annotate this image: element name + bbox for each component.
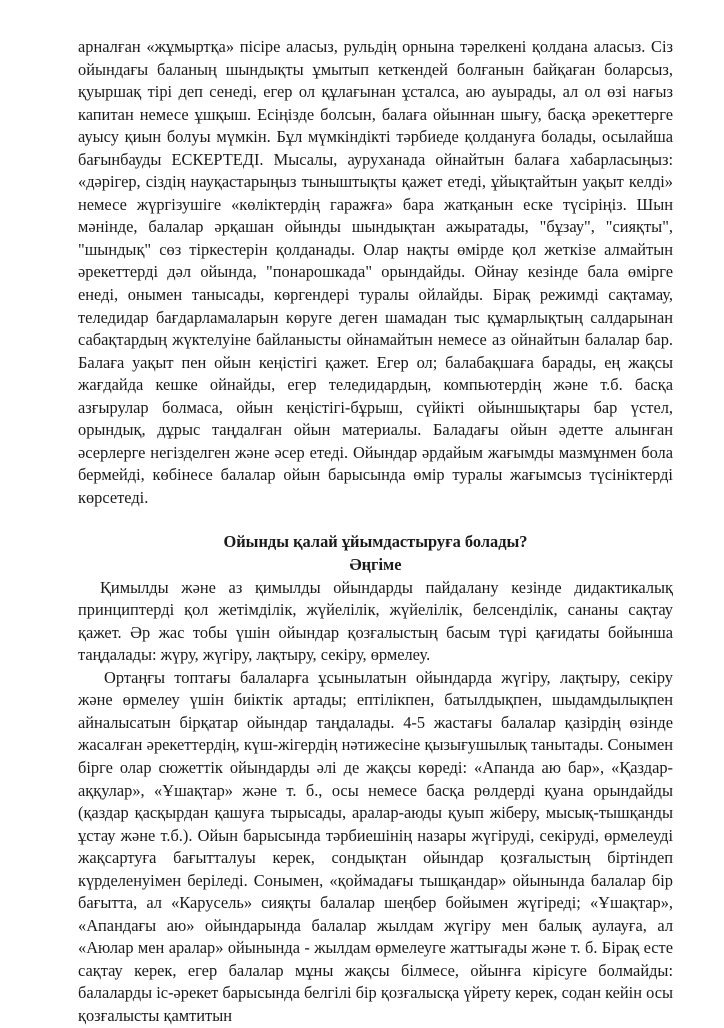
- document-page: [78, 36, 673, 1028]
- section-subtitle: Әңгіме: [349, 555, 402, 575]
- body-paragraph: Қимылды және аз қимылды ойындарды пайдалану кезінде дидактикалық принциптерді қол жетімділік, жүйелілік, жүйелілік, белсенділік, сананы сақтау қажет. Әр жас тобы үшін ойындар қозғалыстың басым түрі қағидаты бойынша таңдалады: жүру, жүгіру, лақтыру, секіру, өрмелеу.: [78, 577, 673, 665]
- body-paragraph: Ортаңғы топтағы балаларға ұсынылатын ойындарда жүгіру, лақтыру, секіру және өрмелеу үшін биіктік артады; ептілікпен, батылдықпен, шыдамдылықпен айналысатын бірқатар ойындар таңдалады. 4-5 жастағы балалар қазірдің өзінде жасалған әрекеттердің, күш-жігердің нәтижесіне қызығушылық танытады. Сонымен бірге олар сюжеттік ойындарды әлі де жақсы көреді: «Апанда аю бар», «Қаздар-аққулар», «Ұшақтар» және т. б., осы немесе басқа рөлдерді қуана орындайды (қаздар қасқырдан қашуға тырысады, аралар-аюды қуып жіберу, мысық-тышқанды ұстау және т.б.). Ойын барысында тәрбиешінің назары жүгіруді, секіруді, өрмелеуді жақсартуға бағытталуы керек, сондықтан ойындар қозғалыстың біртіндеп күрделенуімен беріледі. Сонымен, «қоймадағы тышқандар» ойынында балалар бір бағытта, ал «Карусель» сияқты балалар шеңбер бойымен жүгіреді; «Ұшақтар», «Апандағы аю» ойындарында балалар жылдам жүгіру мен балық аулауға, ал «Аюлар мен аралар» ойынында - жылдам өрмелеуге жаттығады және т. б. Бірақ есте сақтау керек, егер балалар мұны жақсы білмесе, ойынға кірісуге болмайды: балаларды іс-әрекет барысында белгілі бір қозғалысқа үйрету керек, содан кейін осы қозғалысты қамтитын: [78, 667, 673, 1025]
- spacer: [78, 509, 673, 531]
- section-title: Ойынды қалай ұйымдастыруға болады?: [223, 532, 528, 552]
- body-paragraph: арналған «жұмыртқа» пісіре аласыз, рульдің орнына тәрелкені қолдана аласыз. Сіз ойындағы баланың шындықты ұмытып кеткендей болғанын байқаған боларсыз, қуыршақ тірі деп сенеді, егер ол құлағынан ұсталса, аю ауырады, ал ол өзі нағыз капитан немесе ұшқыш. Есіңізде болсын, балаға ойыннан шығу, басқа әрекеттерге ауысу қиын болуы мүмкін. Бұл мүмкіндікті тәрбиеде қолдануға болады, осылайша бағынбауды ЕСКЕРТЕДІ. Мысалы, ауруханада ойнайтын балаға хабарласыңыз: «дәрігер, сіздің науқастарыңыз тыныштықты қажет етеді, ұйықтайтын уақыт келді» немесе жүргізушіге «көліктердің гаражға» бара жатқанын еске түсіріңіз. Шын мәнінде, балалар әрқашан ойынды шындықтан ажыратады, "бұзау", "сияқты", "шындық" сөз тіркестерін қолданады. Олар нақты өмірде қол жеткізе алмайтын әрекеттерді дәл ойында, "понарошкада" орындайды. Ойнау кезінде бала өмірге енеді, онымен танысады, көргендері туралы ойлайды. Бірақ режимді сақтамау, теледидар бағдарламаларын көруге деген шамадан тыс құмарлықтың салдарынан сабақтардың жүктелуіне байланысты ойнамайтын немесе аз ойнайтын балалар бар. Балаға уақыт пен ойын кеңістігі қажет. Егер ол; балабақшаға барады, ең жақсы жағдайда кешке ойнайды, егер теледидардың, компьютердің және т.б. басқа азғырулар болмаса, ойын кеңістігі-бұрыш, сүйікті ойыншықтары бар үстел, орындық, дұрыс таңдалған ойын материалы. Баладағы ойын әдетте алынған әсерлерге негізделген және әсер етеді. Ойындар әрдайым жағымды мазмұнмен бола бермейді, көбінесе балалар ойын барысында өмір туралы жағымсыз түсініктерді көрсетеді.: [78, 37, 673, 507]
